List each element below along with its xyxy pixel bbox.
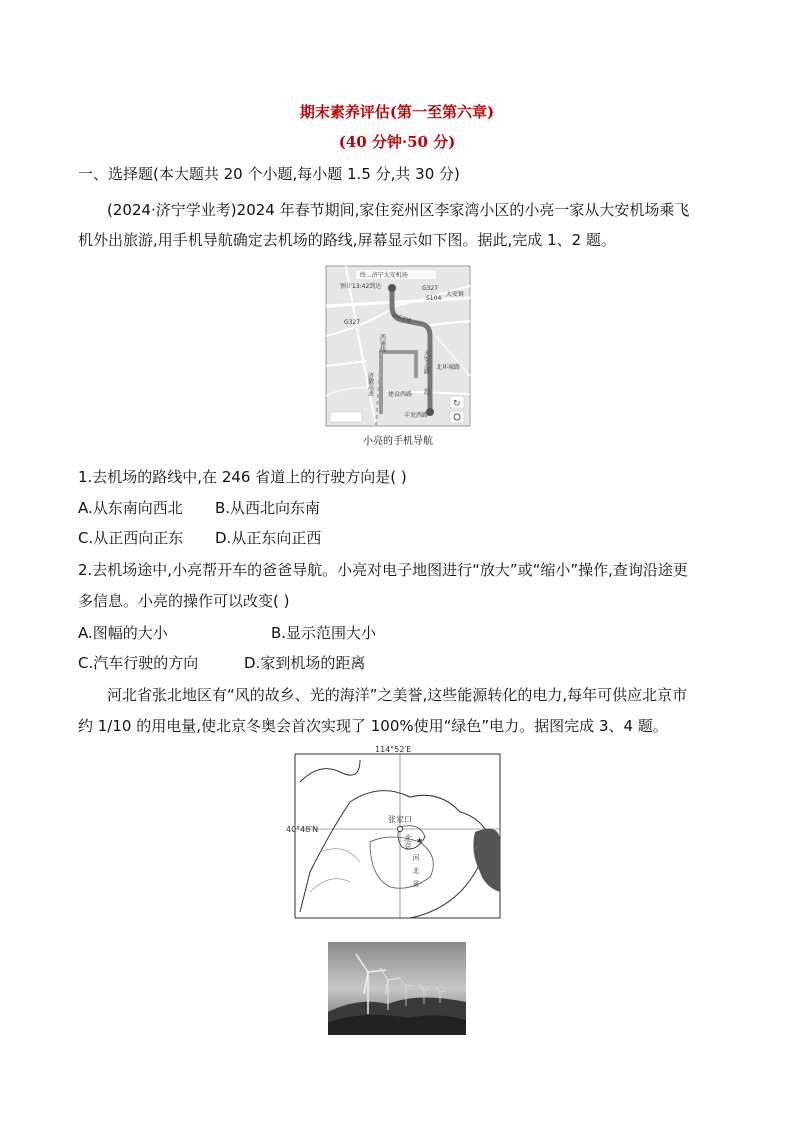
q2-option-c: C.汽车行驶的方向 [78,654,199,672]
q2-stem-line1: 2.去机场途中,小亮帮开车的爸爸导航。小亮对电子地图进行“放大”或“缩小”操作,查询沿途更 [78,561,688,579]
label-daan-north-road: 大安北路 [422,350,430,374]
q1-option-b: B.从西北向东南 [215,499,321,517]
refresh-icon[interactable]: ↻ [453,399,461,409]
label-daan-town: 大安镇 [446,291,465,298]
label-g327-b: G327 [344,319,361,326]
label-start: 起 [424,389,431,396]
label-zhangjiakou: 张家口 [388,815,412,824]
q2-option-d: D.家到机场的距离 [244,654,366,672]
page-subtitle: (40 分钟·50 分) [338,133,456,151]
q2-option-b: B.显示范围大小 [271,624,377,642]
label-s246: 246省道 [391,312,412,325]
label-xipu-line: 西铺线 [378,334,386,352]
label-latitude: 40°48′N [286,825,319,834]
label-fengyan-road: 丰兖西路 [404,412,429,419]
label-hebei: 河北省 [412,854,420,893]
label-jianshe-road: 建设西路 [388,391,413,398]
navigation-map [326,266,470,426]
section-heading: 一、选择题(本大题共 20 个小题,每小题 1.5 分,共 30 分) [78,165,460,183]
label-g327-a: G327 [422,285,439,292]
q1-option-a: A.从东南向西北 [78,499,183,517]
label-longitude: 114°52′E [375,745,412,754]
page-title: 期末素养评估(第一至第六章) [299,103,495,121]
passage1-line2: 机外出旅游,用手机导航确定去机场的路线,屏幕显示如下图。据此,完成 1、2 题。 [78,231,616,249]
label-s104: S104 [426,295,442,302]
q2-stem-line2: 多信息。小亮的操作可以改变( ) [78,592,290,610]
passage2-line2: 约 1/10 的用电量,使北京冬奥会首次实现了 100%使用“绿色”电力。据图完成 3、4 题。 [78,717,668,735]
star-icon: ★ [416,836,424,845]
q1-option-c: C.从正西向正东 [78,529,184,547]
wind-turbine-photo [328,942,466,1035]
passage1-line1: (2024·济宁学业考)2024 年春节期间,家住兖州区李家湾小区的小亮一家从大安机场乘飞 [107,201,690,219]
label-beihuan-road: 北环城路 [436,364,461,371]
label-beijing: 北京 [403,834,413,850]
q1-stem: 1.去机场的路线中,在 246 省道上的行驶方向是( ) [78,468,407,486]
label-jizou-highway: 济徽高速 [366,372,374,396]
passage2-line1: 河北省张北地区有“风的故乡、光的海洋”之美誉,这些能源转化的电力,每年可供应北京市 [107,686,688,704]
q1-option-d: D.从正东向正西 [215,529,322,547]
hebei-map [286,742,502,920]
zhangjiakou-marker [398,827,403,832]
q2-option-a: A.图幅的大小 [78,624,168,642]
label-eta: 预计13:42到达 [340,283,382,290]
figure1-caption: 小亮的手机导航 [363,436,433,447]
label-destination: 终...济宁大安机场 [360,272,408,279]
